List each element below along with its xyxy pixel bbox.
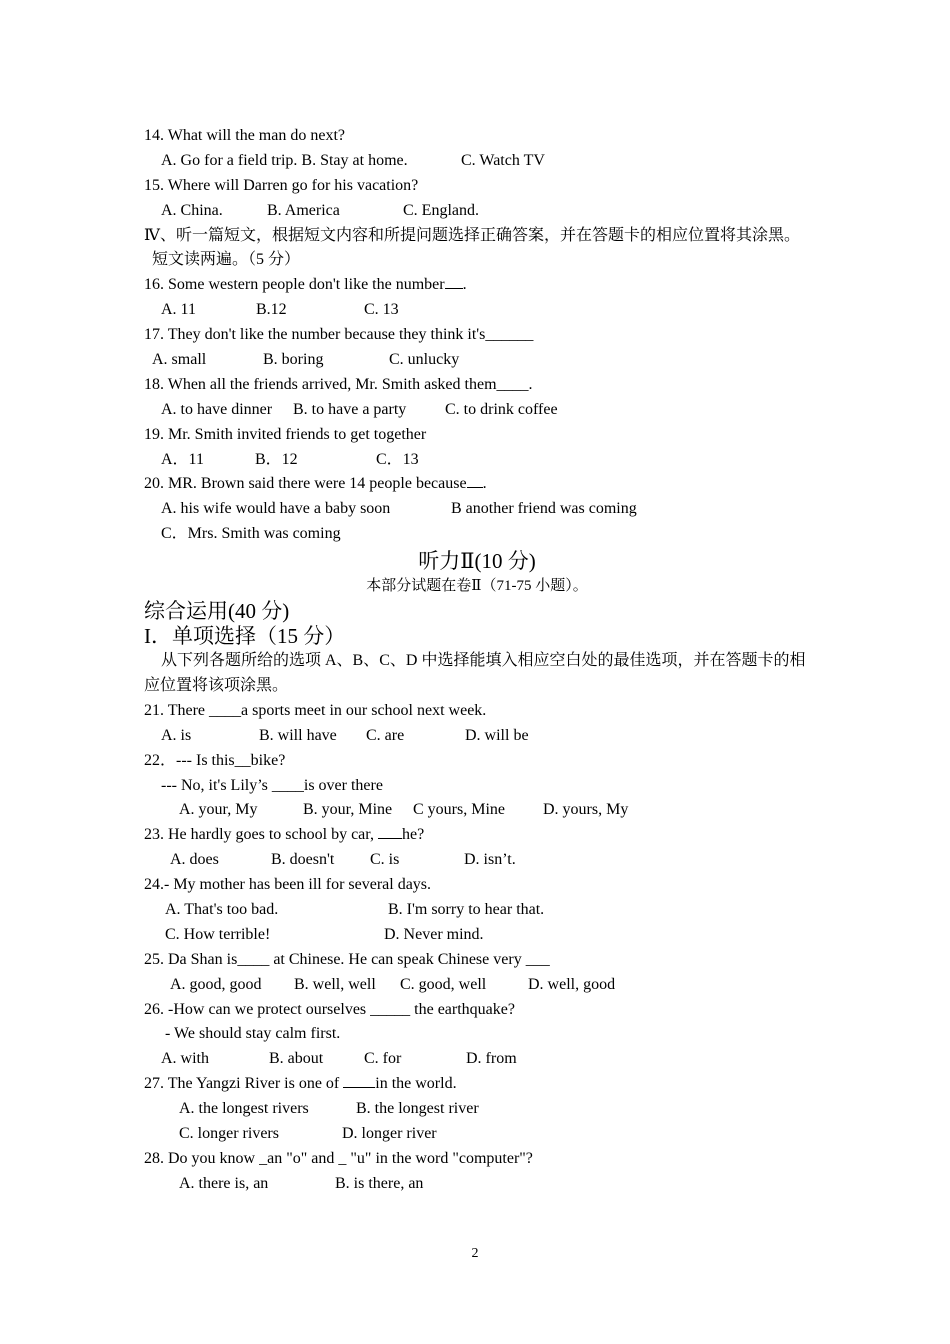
text-q16: 16. Some western people don't like the number [144, 276, 445, 294]
line-q20-optc [144, 522, 810, 547]
line-q28 [144, 1147, 810, 1172]
option-q18-opts-1: B. to have a party [293, 400, 407, 418]
text-q15: 15. Where will Darren go for his vacation? [144, 176, 419, 194]
text-q20: 20. MR. Brown said there were 14 people because [144, 475, 467, 493]
line-q14 [144, 124, 810, 149]
option-q15-opts-2: C. England. [403, 201, 479, 219]
line-q21-opts [144, 724, 810, 749]
line-q21 [144, 699, 810, 724]
option-q14-opts-1: C. Watch TV [461, 151, 545, 169]
option-q24-opts2-1: D. Never mind. [384, 925, 484, 943]
option-q27-opts2-1: D. longer river [342, 1125, 437, 1142]
option-q18-opts-2: C. to drink coffee [445, 400, 558, 418]
answer-blank [343, 1073, 375, 1088]
option-q26-opts-2: C. for [364, 1050, 402, 1068]
option-q21-opts-2: C. are [366, 726, 405, 744]
line-q16 [144, 273, 810, 298]
text-q26-b: - We should stay calm first. [165, 1025, 341, 1043]
option-q21-opts-3: D. will be [465, 726, 529, 744]
option-q28-opts-1: B. is there, an [335, 1174, 424, 1192]
option-q23-opts-1: B. doesn't [271, 851, 335, 869]
text-q16-after: . [462, 276, 467, 294]
option-q21-opts-0: A. is [161, 726, 192, 744]
text-q22-b: --- No, it's Lily’s ____is over there [161, 776, 383, 794]
answer-blank [467, 473, 483, 488]
line-q27 [144, 1072, 810, 1097]
option-q27-opts-0: A. the longest rivers [179, 1100, 309, 1118]
text-q14: 14. What will the man do next? [144, 127, 345, 144]
line-q27-opts2 [144, 1122, 810, 1147]
line-q15 [144, 174, 810, 199]
answer-blank [378, 824, 402, 839]
option-q23-opts-3: D. isn’t. [464, 851, 516, 869]
option-q17-opts-1: B. boring [263, 351, 324, 369]
line-q15-opts [144, 199, 810, 224]
option-q26-opts-1: B. about [269, 1050, 324, 1068]
line-q18 [144, 373, 810, 398]
option-q21-opts-1: B. will have [259, 726, 337, 744]
option-q22-opts-1: B. your, Mine [303, 801, 393, 819]
line-q18-opts [144, 398, 810, 423]
section-1-title-text: I．单项选择（15 分） [144, 624, 346, 649]
listening-2-title-text: 听力Ⅱ(10 分) [418, 549, 536, 574]
line-q23-opts [144, 848, 810, 873]
line-sec4-note [144, 248, 810, 273]
line-q24-opts [144, 898, 810, 923]
exam-content [144, 124, 810, 1197]
listening-2-note [144, 574, 810, 599]
line-q14-opts [144, 149, 810, 174]
option-q24-opts-1: B. I'm sorry to hear that. [388, 900, 545, 918]
option-q15-opts-0: A. China. [161, 201, 223, 219]
line-q25 [144, 948, 810, 973]
line-q24-opts2 [144, 923, 810, 948]
listening-2-title [144, 549, 810, 574]
option-q23-opts-0: A. does [170, 851, 219, 869]
text-q24: 24.- My mother has been ill for several days. [144, 876, 432, 894]
line-q16-opts [144, 298, 810, 323]
option-q27-opts-1: B. the longest river [356, 1100, 479, 1118]
line-q22-opts [144, 798, 810, 823]
part-2-title-text: 综合运用(40 分) [144, 599, 290, 624]
option-q18-opts-0: A. to have dinner [161, 400, 273, 418]
line-sec4-instr [144, 224, 810, 249]
line-q22-b [144, 774, 810, 799]
option-q17-opts-2: C. unlucky [389, 351, 460, 369]
section-1-title [144, 624, 810, 649]
text-q23-after: he? [401, 826, 425, 844]
option-q25-opts-1: B. well, well [294, 975, 376, 993]
line-q28-opts [144, 1172, 810, 1197]
option-q28-opts-0: A. there is, an [179, 1174, 269, 1192]
option-q17-opts-0: A. small [152, 351, 207, 369]
text-q27: 27. The Yangzi River is one of [144, 1075, 344, 1093]
text-q21: 21. There ____a sports meet in our school next week. [144, 701, 487, 719]
listening-2-note-text: 本部分试题在卷Ⅱ（71-75 小题）。 [366, 578, 588, 595]
option-q20-opts-1: B another friend was coming [451, 500, 637, 518]
page-number: 2 [471, 1246, 479, 1261]
option-q24-opts-0: A. That's too bad. [165, 900, 279, 918]
line-q20 [144, 472, 810, 497]
line-q19 [144, 423, 810, 448]
option-q16-opts-2: C. 13 [364, 301, 399, 319]
option-q19-opts-2: C．13 [376, 450, 419, 468]
section-1-instruction-text: 从下列各题所给的选项 A、B、C、D 中选择能填入相应空白处的最佳选项，并在答题卡的相应位置将该项涂黑。 [144, 652, 806, 694]
part-2-title [144, 599, 810, 624]
text-q17: 17. They don't like the number because they think it's______ [144, 326, 534, 344]
text-q28: 28. Do you know _an "o" and _ "u" in the word "computer"? [144, 1149, 533, 1167]
line-q23 [144, 823, 810, 848]
option-q15-opts-1: B. America [267, 201, 340, 219]
section-1-instruction [144, 649, 810, 699]
line-q26-b [144, 1022, 810, 1047]
option-q25-opts-3: D. well, good [528, 975, 616, 993]
line-q19-opts [144, 448, 810, 473]
option-q26-opts-0: A. with [161, 1050, 209, 1068]
option-q16-opts-0: A. 11 [161, 301, 196, 319]
option-q19-opts-0: A．11 [161, 450, 204, 468]
option-q24-opts2-0: C. How terrible! [165, 925, 271, 943]
line-q25-opts [144, 973, 810, 998]
text-sec4-instr: Ⅳ、听一篇短文，根据短文内容和所提问题选择正确答案，并在答题卡的相应位置将其涂黑。 [144, 226, 800, 244]
line-q20-opts [144, 497, 810, 522]
text-q23: 23. He hardly goes to school by car, [144, 826, 378, 844]
line-q22 [144, 749, 810, 774]
text-q25: 25. Da Shan is____ at Chinese. He can speak Chinese very ___ [144, 950, 550, 968]
single-choice-questions-block [144, 699, 810, 1197]
option-q20-optc-0: C．Mrs. Smith was coming [161, 525, 341, 543]
option-q16-opts-1: B.12 [256, 301, 287, 319]
option-q22-opts-2: C yours, Mine [413, 801, 505, 819]
option-q23-opts-2: C. is [370, 851, 400, 869]
line-q24 [144, 873, 810, 898]
answer-blank [445, 274, 463, 289]
option-q26-opts-3: D. from [466, 1050, 517, 1068]
text-q20-after: . [482, 475, 487, 493]
line-q26-opts [144, 1047, 810, 1072]
text-q27-after: in the world. [375, 1075, 457, 1093]
option-q22-opts-3: D. yours, My [543, 801, 629, 819]
option-q25-opts-2: C. good, well [400, 975, 487, 993]
option-q14-opts-0: A. Go for a field trip. B. Stay at home. [161, 151, 408, 169]
line-q17-opts [144, 348, 810, 373]
line-q17 [144, 323, 810, 348]
text-q18: 18. When all the friends arrived, Mr. Smith asked them____. [144, 375, 533, 393]
option-q25-opts-0: A. good, good [170, 975, 262, 993]
option-q20-opts-0: A. his wife would have a baby soon [161, 500, 391, 518]
option-q22-opts-0: A. your, My [179, 801, 258, 819]
text-q19: 19. Mr. Smith invited friends to get together [144, 425, 427, 443]
line-q27-opts [144, 1097, 810, 1122]
listening-questions-block [144, 124, 810, 547]
text-sec4-note: 短文读两遍。（5 分） [152, 251, 301, 269]
text-q22: 22．--- Is this__bike? [144, 751, 286, 769]
text-q26: 26. -How can we protect ourselves _____ the earthquake? [144, 1000, 515, 1018]
option-q27-opts2-0: C. longer rivers [179, 1125, 279, 1142]
option-q19-opts-1: B．12 [255, 450, 298, 468]
line-q26 [144, 998, 810, 1023]
